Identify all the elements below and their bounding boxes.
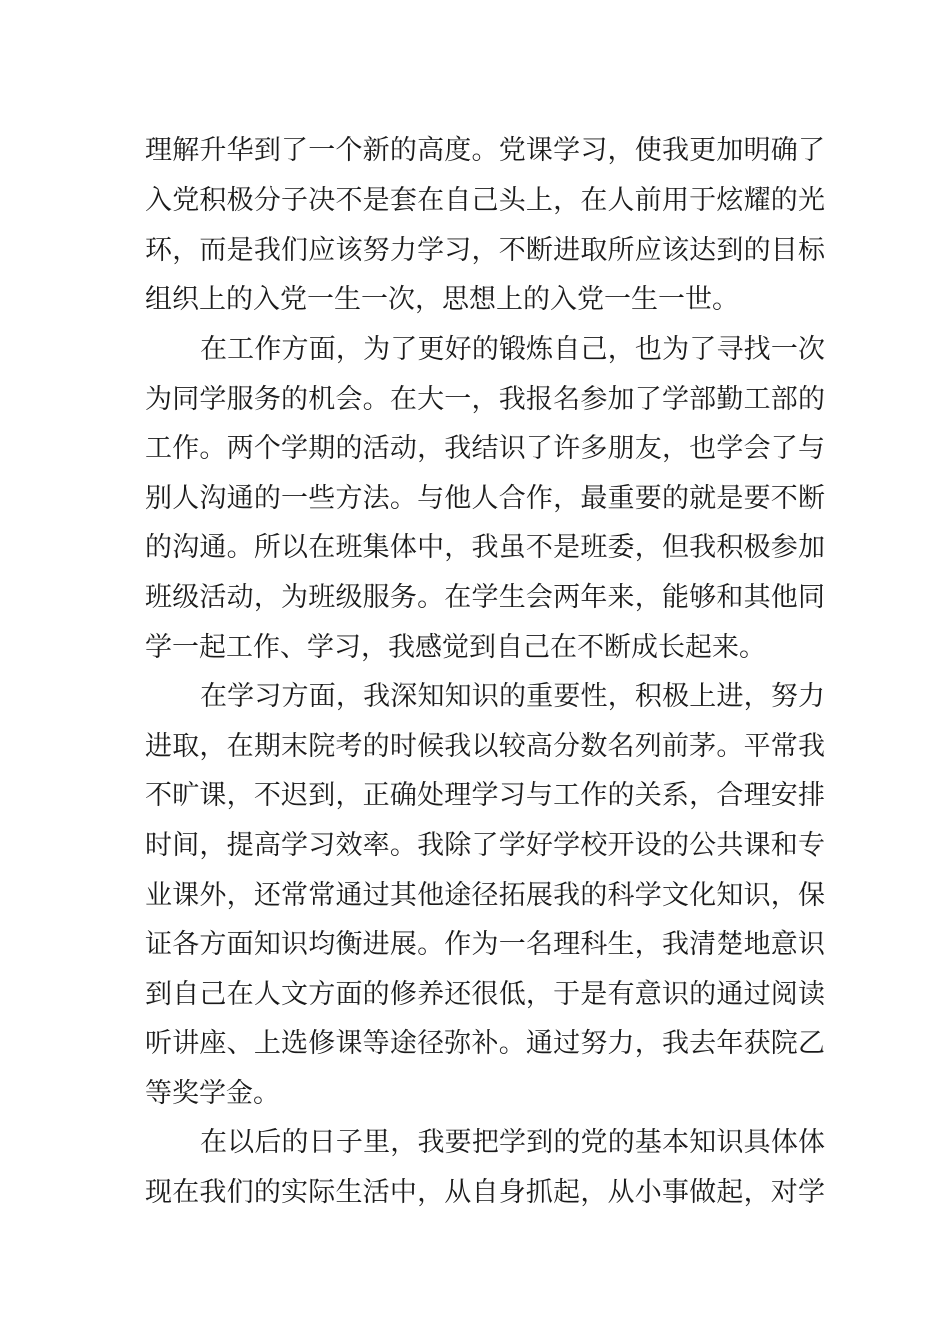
text-line: 的沟通。所以在班集体中，我虽不是班委，但我积极参加 <box>145 532 825 563</box>
text-line: 学一起工作、学习，我感觉到自己在不断成长起来。 <box>145 632 766 663</box>
paragraph-first-line: 在学习方面，我深知知识的重要性，积极上进，努力 <box>200 681 825 712</box>
text-line: 工作。两个学期的活动，我结识了许多朋友，也学会了与 <box>145 433 825 464</box>
text-line: 不旷课，不迟到，正确处理学习与工作的关系，合理安排 <box>145 780 825 811</box>
text-line: 理解升华到了一个新的高度。党课学习，使我更加明确了 <box>145 135 825 166</box>
text-line: 环，而是我们应该努力学习，不断进取所应该达到的目标 <box>145 235 825 266</box>
text-line: 班级活动，为班级服务。在学生会两年来，能够和其他同 <box>145 582 825 613</box>
paragraph-first-line: 在以后的日子里，我要把学到的党的基本知识具体体 <box>200 1127 825 1158</box>
text-line: 现在我们的实际生活中，从自身抓起，从小事做起，对学 <box>145 1177 825 1208</box>
text-line: 入党积极分子决不是套在自己头上，在人前用于炫耀的光 <box>145 185 825 216</box>
text-line: 等奖学金。 <box>145 1078 280 1109</box>
text-line: 别人沟通的一些方法。与他人合作，最重要的就是要不断 <box>145 483 825 514</box>
text-line: 业课外，还常常通过其他途径拓展我的科学文化知识，保 <box>145 880 825 911</box>
text-line: 证各方面知识均衡进展。作为一名理科生，我清楚地意识 <box>145 929 825 960</box>
text-line: 进取，在期末院考的时候我以较高分数名列前茅。平常我 <box>145 731 825 762</box>
paragraph-first-line: 在工作方面，为了更好的锻炼自己，也为了寻找一次 <box>200 334 825 365</box>
text-line: 组织上的入党一生一次，思想上的入党一生一世。 <box>145 284 739 315</box>
text-line: 到自己在人文方面的修养还很低，于是有意识的通过阅读 <box>145 979 825 1010</box>
text-line: 听讲座、上选修课等途径弥补。通过努力，我去年获院乙 <box>145 1028 825 1059</box>
text-line: 时间，提高学习效率。我除了学好学校开设的公共课和专 <box>145 830 825 861</box>
text-line: 为同学服务的机会。在大一，我报名参加了学部勤工部的 <box>145 384 825 415</box>
